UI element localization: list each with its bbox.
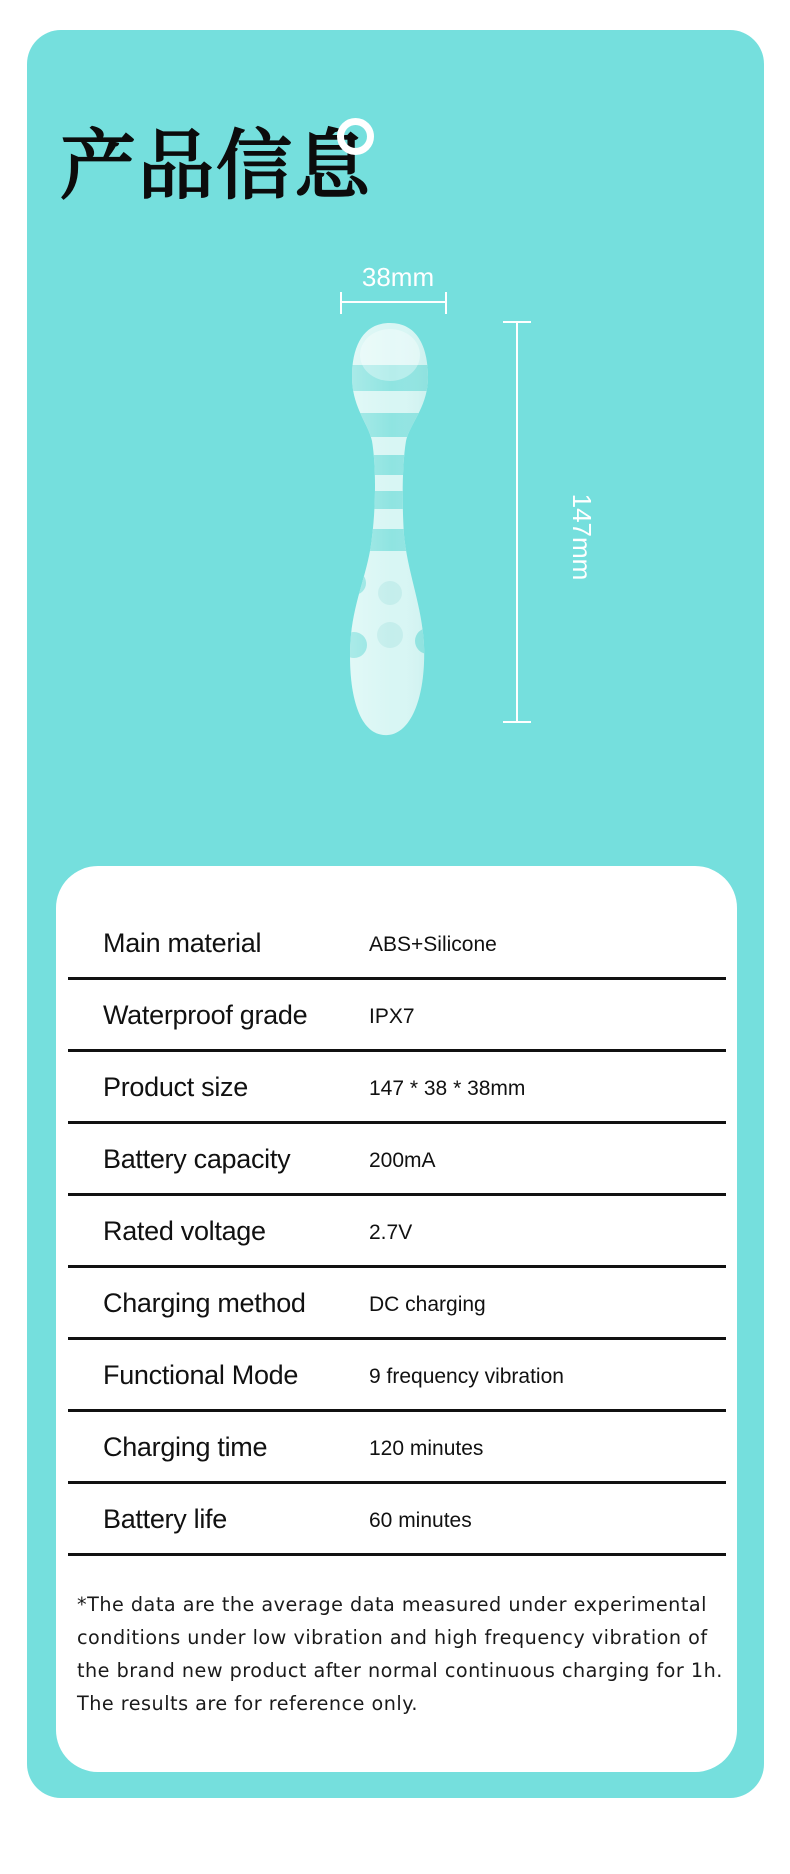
spec-value: 120 minutes <box>369 1437 484 1460</box>
spec-value: 2.7V <box>369 1221 413 1244</box>
spec-row <box>68 1265 726 1340</box>
spec-row <box>68 1337 726 1412</box>
spec-label: Product size <box>103 1072 248 1102</box>
spec-label: Rated voltage <box>103 1216 266 1246</box>
spec-row <box>68 977 726 1052</box>
spec-label: Battery capacity <box>103 1144 291 1174</box>
product-image <box>332 315 452 745</box>
spec-label: Battery life <box>103 1504 227 1534</box>
spec-row <box>68 1121 726 1196</box>
disclaimer-note: *The data are the average data measured under experimental conditions under low vibration and high frequency vibration of the brand new product after normal continuous charging for 1h. The results are for reference only. <box>77 1593 723 1715</box>
spec-value: 9 frequency vibration <box>369 1365 564 1388</box>
spec-value: 60 minutes <box>369 1509 472 1532</box>
spec-label: Functional Mode <box>103 1360 299 1390</box>
spec-row <box>68 905 726 980</box>
spec-value: 147 * 38 * 38mm <box>369 1077 526 1100</box>
spec-label: Main material <box>103 928 262 958</box>
spec-value: IPX7 <box>369 1005 415 1028</box>
spec-row <box>68 1193 726 1268</box>
spec-value: ABS+Silicone <box>369 933 497 956</box>
spec-value: DC charging <box>369 1293 486 1316</box>
product-info-panel <box>27 30 764 1798</box>
width-dimension-label: 38mm <box>361 262 435 292</box>
spec-table-card <box>56 866 737 1772</box>
spec-row <box>68 1409 726 1484</box>
page-title: 产品信息 <box>60 121 372 210</box>
spec-row <box>68 1481 726 1556</box>
spec-value: 200mA <box>369 1149 436 1172</box>
spec-label: Waterproof grade <box>103 1000 308 1030</box>
spec-row <box>68 1049 726 1124</box>
height-dimension-label: 147mm <box>567 493 597 581</box>
spec-label: Charging time <box>103 1432 268 1462</box>
spec-label: Charging method <box>103 1288 306 1318</box>
